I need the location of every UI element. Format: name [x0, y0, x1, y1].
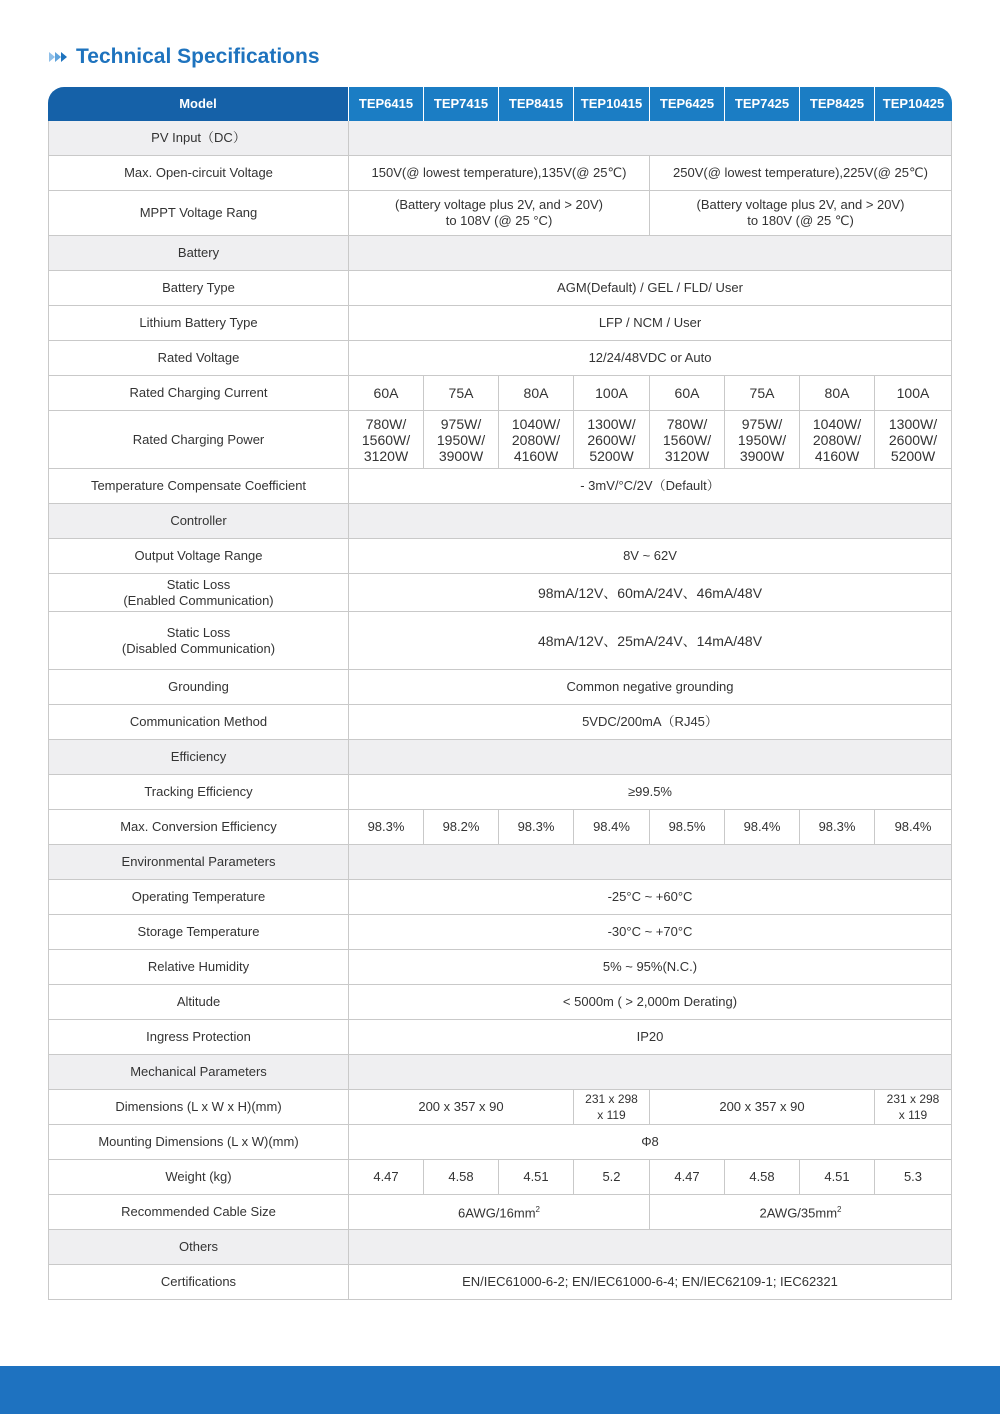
row-value: IP20	[349, 1020, 952, 1055]
row-label: Altitude	[48, 985, 349, 1020]
value-line: 3900W	[739, 447, 785, 464]
spec-row	[48, 411, 952, 469]
header-model: TEP10425	[875, 87, 952, 121]
row-value	[349, 191, 650, 236]
value-line: 4160W	[513, 447, 559, 464]
value-line: 2600W/	[888, 431, 938, 448]
section-title: Mechanical Parameters	[48, 1055, 349, 1090]
value-line: 2080W/	[511, 431, 561, 448]
value-line: 780W/	[666, 415, 708, 432]
row-value: ≥99.5%	[349, 775, 952, 810]
label-line: Static Loss	[166, 624, 231, 640]
value-line: (Battery voltage plus 2V, and > 20V)	[394, 197, 603, 212]
row-value: 250V(@ lowest temperature),225V(@ 25℃)	[650, 156, 952, 191]
spec-row	[48, 1125, 952, 1160]
value-line: 1560W/	[361, 431, 411, 448]
spec-row	[48, 985, 952, 1020]
cell-value	[875, 411, 952, 469]
row-label: Relative Humidity	[48, 950, 349, 985]
row-label: Communication Method	[48, 705, 349, 740]
row-label: Battery Type	[48, 271, 349, 306]
row-value: 98mA/12V、60mA/24V、46mA/48V	[349, 574, 952, 612]
spec-row	[48, 775, 952, 810]
cell-value	[650, 411, 725, 469]
row-value: LFP / NCM / User	[349, 306, 952, 341]
spec-row	[48, 469, 952, 504]
cell-value	[574, 1090, 650, 1125]
spec-row	[48, 950, 952, 985]
section-row	[48, 1230, 952, 1265]
cell-value: 75A	[725, 376, 800, 411]
section-row	[48, 845, 952, 880]
spec-row	[48, 670, 952, 705]
row-value: 48mA/12V、25mA/24V、14mA/48V	[349, 612, 952, 670]
cell-value: 4.58	[725, 1160, 800, 1195]
value-line: 975W/	[741, 415, 783, 432]
section-fill	[349, 845, 952, 880]
spec-row	[48, 271, 952, 306]
cell-value: 4.47	[650, 1160, 725, 1195]
row-label: Tracking Efficiency	[48, 775, 349, 810]
cell-value: 98.3%	[800, 810, 875, 845]
value-line: x 119	[597, 1108, 626, 1122]
section-title: Controller	[48, 504, 349, 539]
value-line: 1300W/	[587, 415, 636, 432]
row-value: - 3mV/°C/2V（Default）	[349, 469, 952, 504]
spec-table	[48, 87, 952, 1300]
row-value: 5VDC/200mA（RJ45）	[349, 705, 952, 740]
value-line: 5200W	[890, 447, 936, 464]
value-line: 4160W	[814, 447, 860, 464]
section-fill	[349, 121, 952, 156]
section-title: Environmental Parameters	[48, 845, 349, 880]
cell-value	[875, 1090, 952, 1125]
section-fill	[349, 1055, 952, 1090]
value-line: 5200W	[589, 447, 634, 464]
cell-value	[349, 411, 424, 469]
value-line: 1950W/	[436, 431, 486, 448]
value-line: 1300W/	[888, 415, 938, 432]
cable-value: 2AWG/35mm	[759, 1205, 838, 1221]
cell-value: 4.51	[800, 1160, 875, 1195]
row-label: MPPT Voltage Rang	[48, 191, 349, 236]
header-model: TEP6425	[650, 87, 725, 121]
cell-value: 98.5%	[650, 810, 725, 845]
row-value: EN/IEC61000-6-2; EN/IEC61000-6-4; EN/IEC62109-1; IEC62321	[349, 1265, 952, 1300]
superscript: 2	[837, 1205, 842, 1215]
row-value: 200 x 357 x 90	[650, 1090, 875, 1125]
spec-row	[48, 1195, 952, 1230]
row-value	[349, 1195, 650, 1230]
cell-value: 4.51	[499, 1160, 574, 1195]
value-line: 3120W	[363, 447, 409, 464]
value-line: 975W/	[440, 415, 482, 432]
spec-row	[48, 1020, 952, 1055]
row-label: Lithium Battery Type	[48, 306, 349, 341]
section-fill	[349, 236, 952, 271]
row-label: Max. Open-circuit Voltage	[48, 156, 349, 191]
section-title: Others	[48, 1230, 349, 1265]
cable-value: 6AWG/16mm	[458, 1205, 536, 1221]
row-label: Dimensions (L x W x H)(mm)	[48, 1090, 349, 1125]
section-row	[48, 740, 952, 775]
label-line: (Enabled Communication)	[123, 592, 274, 608]
cell-value: 5.2	[574, 1160, 650, 1195]
value-line: 3120W	[664, 447, 710, 464]
row-label: Weight (kg)	[48, 1160, 349, 1195]
cell-value: 75A	[424, 376, 499, 411]
row-value	[650, 191, 952, 236]
spec-row	[48, 1265, 952, 1300]
row-value: AGM(Default) / GEL / FLD/ User	[349, 271, 952, 306]
row-value: Φ8	[349, 1125, 952, 1160]
cell-value	[499, 411, 574, 469]
section-title: Efficiency	[48, 740, 349, 775]
cell-value: 98.4%	[725, 810, 800, 845]
row-value: -30°C ~ +70°C	[349, 915, 952, 950]
cell-value: 80A	[499, 376, 574, 411]
row-label: Output Voltage Range	[48, 539, 349, 574]
row-label: Ingress Protection	[48, 1020, 349, 1055]
spec-row	[48, 880, 952, 915]
row-value: Common negative grounding	[349, 670, 952, 705]
value-line: to 108V (@ 25 °C)	[445, 213, 553, 228]
section-fill	[349, 504, 952, 539]
spec-row	[48, 156, 952, 191]
row-label: Operating Temperature	[48, 880, 349, 915]
header-model: TEP8415	[499, 87, 574, 121]
label-line: (Disabled Communication)	[121, 640, 276, 656]
spec-row	[48, 341, 952, 376]
section-row	[48, 504, 952, 539]
header-model: TEP7425	[725, 87, 800, 121]
label-line: Static Loss	[166, 576, 231, 592]
header-model: TEP10415	[574, 87, 650, 121]
header-model: TEP6415	[349, 87, 424, 121]
spec-row	[48, 612, 952, 670]
section-fill	[349, 1230, 952, 1265]
value-line: 2600W/	[587, 431, 636, 448]
spec-row	[48, 376, 952, 411]
value-line: 780W/	[365, 415, 407, 432]
cell-value: 98.4%	[875, 810, 952, 845]
row-value: < 5000m ( > 2,000m Derating)	[349, 985, 952, 1020]
cell-value: 4.58	[424, 1160, 499, 1195]
value-line: 231 x 298	[585, 1092, 638, 1106]
value-line: to 180V (@ 25 ℃)	[747, 213, 854, 228]
header-model: TEP7415	[424, 87, 499, 121]
cell-value: 4.47	[349, 1160, 424, 1195]
value-line: 231 x 298	[886, 1092, 940, 1106]
spec-row	[48, 574, 952, 612]
value-line: 1040W/	[511, 415, 561, 432]
value-line: 1040W/	[812, 415, 862, 432]
spec-row	[48, 1090, 952, 1125]
value-line: 1560W/	[662, 431, 712, 448]
spec-row	[48, 915, 952, 950]
row-label: Certifications	[48, 1265, 349, 1300]
double-chevron-right-icon	[48, 50, 70, 64]
section-title: PV Input（DC）	[48, 121, 349, 156]
superscript: 2	[535, 1205, 540, 1215]
header-model: TEP8425	[800, 87, 875, 121]
header-row	[48, 87, 952, 121]
row-label: Mounting Dimensions (L x W)(mm)	[48, 1125, 349, 1160]
section-fill	[349, 740, 952, 775]
section-title: Battery	[48, 236, 349, 271]
spec-row	[48, 306, 952, 341]
cell-value: 98.4%	[574, 810, 650, 845]
row-value: 150V(@ lowest temperature),135V(@ 25℃)	[349, 156, 650, 191]
value-line: (Battery voltage plus 2V, and > 20V)	[696, 197, 905, 212]
section-row	[48, 1055, 952, 1090]
section-row	[48, 236, 952, 271]
row-value: 12/24/48VDC or Auto	[349, 341, 952, 376]
value-line: x 119	[898, 1108, 928, 1122]
spec-row	[48, 705, 952, 740]
row-value	[650, 1195, 952, 1230]
spec-row	[48, 539, 952, 574]
spec-row	[48, 810, 952, 845]
spec-row	[48, 1160, 952, 1195]
cell-value: 98.3%	[499, 810, 574, 845]
cell-value	[725, 411, 800, 469]
row-label	[48, 574, 349, 612]
header-model-label: Model	[48, 87, 349, 121]
cell-value: 80A	[800, 376, 875, 411]
value-line: 1950W/	[737, 431, 787, 448]
section-row	[48, 121, 952, 156]
footer-bar	[0, 1366, 1000, 1414]
value-line: 3900W	[438, 447, 484, 464]
cell-value: 5.3	[875, 1160, 952, 1195]
row-label: Max. Conversion Efficiency	[48, 810, 349, 845]
row-label: Rated Voltage	[48, 341, 349, 376]
page-title: Technical Specifications	[76, 45, 320, 68]
cell-value	[424, 411, 499, 469]
row-label: Recommended Cable Size	[48, 1195, 349, 1230]
cell-value: 100A	[574, 376, 650, 411]
row-label: Rated Charging Power	[48, 411, 349, 469]
row-value: 200 x 357 x 90	[349, 1090, 574, 1125]
row-label: Storage Temperature	[48, 915, 349, 950]
cell-value	[800, 411, 875, 469]
section-heading	[48, 42, 320, 72]
value-line: 2080W/	[812, 431, 862, 448]
row-value: 8V ~ 62V	[349, 539, 952, 574]
row-label: Rated Charging Current	[48, 376, 349, 411]
row-label: Grounding	[48, 670, 349, 705]
cell-value: 60A	[349, 376, 424, 411]
cell-value: 60A	[650, 376, 725, 411]
row-value: 5% ~ 95%(N.C.)	[349, 950, 952, 985]
cell-value: 98.3%	[349, 810, 424, 845]
row-value: -25°C ~ +60°C	[349, 880, 952, 915]
spec-row	[48, 191, 952, 236]
cell-value: 98.2%	[424, 810, 499, 845]
row-label: Temperature Compensate Coefficient	[48, 469, 349, 504]
cell-value: 100A	[875, 376, 952, 411]
cell-value	[574, 411, 650, 469]
row-label	[48, 612, 349, 670]
